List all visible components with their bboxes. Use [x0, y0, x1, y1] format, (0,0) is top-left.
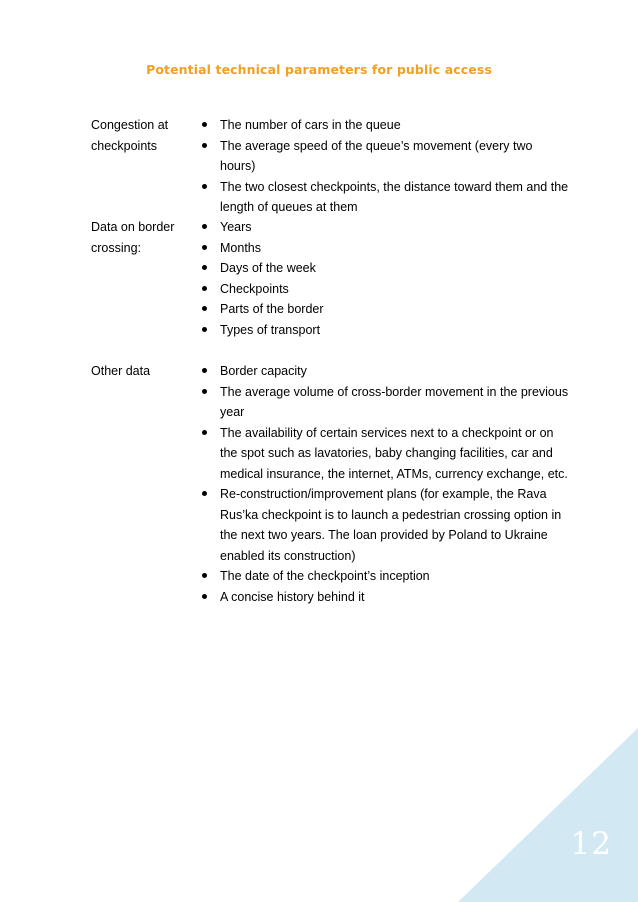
- list-item: [201, 217, 571, 238]
- bullet-icon: [202, 573, 207, 578]
- bullet-icon: [202, 327, 207, 332]
- page-number: 12: [570, 826, 612, 862]
- list-item-text: Checkpoints: [220, 281, 289, 296]
- bullet-list: [201, 115, 571, 218]
- list-item: [201, 177, 571, 218]
- list-item-text: Years: [220, 220, 252, 234]
- bullet-icon: [202, 430, 207, 435]
- list-item: [201, 279, 571, 300]
- list-item-text: The average volume of cross-border movement in the previous year: [220, 384, 569, 419]
- list-item: [201, 361, 571, 382]
- list-item: [201, 382, 571, 423]
- section-label: Other data: [91, 364, 151, 378]
- list-item-text: Parts of the border: [220, 302, 324, 316]
- list-item: [201, 566, 571, 587]
- section-label: Data on border crossing:: [91, 220, 175, 255]
- list-item: [201, 299, 571, 320]
- list-item: [201, 423, 571, 485]
- list-item: [201, 258, 571, 279]
- bullet-icon: [202, 265, 207, 270]
- bullet-icon: [202, 389, 207, 394]
- bullet-list: [201, 361, 571, 607]
- list-item: [201, 136, 571, 177]
- bullet-icon: [202, 286, 207, 291]
- bullet-icon: [202, 184, 207, 189]
- list-item: [201, 115, 571, 136]
- list-item: [201, 238, 571, 259]
- bullet-icon: [202, 143, 207, 148]
- list-item-text: A concise history behind it: [220, 589, 365, 604]
- list-item-text: Months: [220, 240, 261, 255]
- bullet-icon: [202, 122, 207, 127]
- page-title: Potential technical parameters for public access: [146, 62, 492, 77]
- list-item-text: The number of cars in the queue: [220, 118, 401, 132]
- bullet-icon: [202, 306, 207, 311]
- list-item-text: The two closest checkpoints, the distance toward them and the length of queues at them: [220, 179, 569, 214]
- section-label: Congestion at checkpoints: [91, 118, 169, 153]
- list-item: [201, 587, 571, 608]
- corner-decoration: [458, 728, 638, 902]
- list-item-text: The availability of certain services next to a checkpoint or on the spot such as lavatories, baby changing facilities, car and medical insurance, the internet, ATMs, currency exchange, etc.: [220, 425, 568, 481]
- bullet-icon: [202, 224, 207, 229]
- list-item: [201, 484, 571, 566]
- list-item-text: Re-construction/improvement plans (for example, the Rava Rus’ka checkpoint is to launch a pedestrian crossing option in the next two years. The loan provided by Poland to Ukraine enabled its construction): [220, 487, 562, 563]
- list-item-text: Types of transport: [220, 322, 321, 337]
- list-item-text: Border capacity: [220, 364, 307, 378]
- bullet-icon: [202, 491, 207, 496]
- bullet-icon: [202, 245, 207, 250]
- bullet-icon: [202, 368, 207, 373]
- list-item-text: The date of the checkpoint’s inception: [220, 569, 430, 583]
- bullet-icon: [202, 594, 207, 599]
- list-item: [201, 320, 571, 341]
- list-item-text: The average speed of the queue’s movement (every two hours): [220, 138, 533, 173]
- bullet-list: [201, 217, 571, 340]
- list-item-text: Days of the week: [220, 261, 316, 275]
